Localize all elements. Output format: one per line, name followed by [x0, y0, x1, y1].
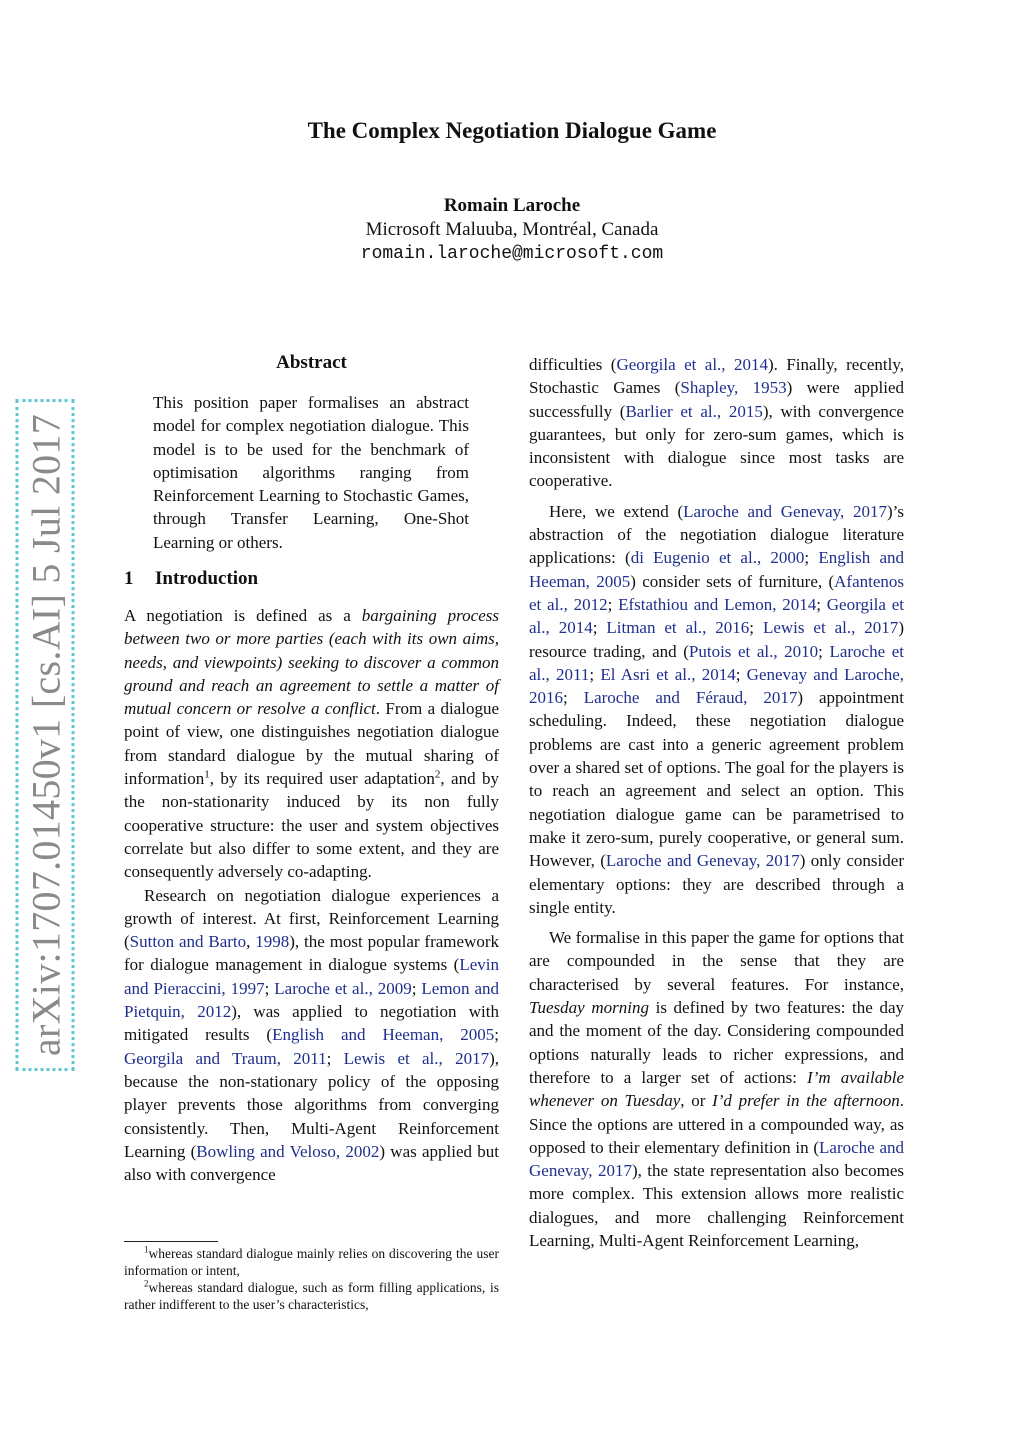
arxiv-stamp [0, 413, 90, 1057]
citation-link[interactable]: El Asri et al., 2014 [600, 664, 736, 684]
citation-link[interactable]: Bowling and Veloso, 2002 [196, 1141, 380, 1161]
left-column [124, 604, 499, 1186]
citation-link[interactable]: Efstathiou and Lemon, 2014 [618, 594, 817, 614]
citation-link[interactable]: Afantenos et al., 2012 [529, 571, 904, 614]
citation-link[interactable]: Levin and Pieraccini, 1997 [124, 955, 499, 998]
author-affiliation: Microsoft Maluuba, Montréal, Canada [365, 219, 659, 240]
citation-link[interactable]: Lemon and Pietquin, 2012 [124, 978, 500, 1022]
citation-link[interactable]: Georgila and Traum, 2011 [124, 1048, 327, 1068]
citation-link[interactable]: Laroche et al., 2009 [274, 978, 412, 998]
citation-link[interactable]: Lewis et al., 2017 [762, 618, 899, 638]
citation-link[interactable]: Barlier et al., 2015 [625, 401, 763, 421]
section-title: Introduction [155, 568, 259, 589]
footnote-2: $^2$whereas standard dialogue, such as form filling applications, is rather indifferent to the user’s characteristics, [124, 1278, 499, 1312]
right-paragraph-2: Here, we extend (Laroche and Genevay, 2017)’s abstraction of the negotiation dialogue literature applications: (di Eugenio et al., 2000; English and Heeman, 2005) consider sets of furniture, (Afantenos et al., 2012; Efstathiou and Lemon, 2014; Georgila et al., 2014; Litman et al., 2016; Lewis et al., 2017) resource trading, and (Putois et al., 2010; Laroche et al., 2011; El Asri et al., 2014; Genevay and Laroche, 2016; Laroche and Féraud, 2017) appointment scheduling. Indeed, these negotiation dialogue problems are cast into a generic agreement problem over a shared set of options. The goal for the players is to reach an agreement and select an option. This negotiation dialogue game can be parametrised to make it zero-sum, purely cooperative, or general sum. However, (Laroche and Genevay, 2017) only consider elementary options: they are described through a single entity. [529, 501, 905, 917]
citation-link[interactable]: Litman et al., 2016 [606, 618, 750, 638]
right-paragraph-1: difficulties (Georgila et al., 2014). Finally, recently, Stochastic Games (Shapley, 1953) were applied successfully (Barlier et al., 2015), with convergence guarantees, but only for zero-sum games, which is inconsistent with dialogue since most tasks are cooperative. [529, 355, 905, 491]
intro-paragraph-2: Research on negotiation dialogue experiences a growth of interest. At first, Reinforcement Learning (Sutton and Barto, 1998), the most popular framework for dialogue management in dialogue systems (Levin and Pieraccini, 1997; Laroche et al., 2009; Lemon and Pietquin, 2012), was applied to negotiation with mitigated results (English and Heeman, 2005; Georgila and Traum, 2011; Lewis et al., 2017), because the non-stationary policy of the opposing player prevents those algorithms from converging consistently. Then, Multi-Agent Reinforcement Learning (Bowling and Veloso, 2002) was applied but also with convergence [124, 885, 500, 1185]
citation-link[interactable]: di Eugenio et al., 2000 [630, 548, 805, 568]
citation-link[interactable]: Georgila et al., 2014 [616, 355, 768, 374]
citation-link[interactable]: Putois et al., 2010 [688, 641, 819, 661]
section-heading-introduction [124, 568, 258, 590]
citation-link[interactable]: Lewis et al., 2017 [343, 1048, 490, 1068]
citation-link[interactable]: Laroche and Féraud, 2017 [583, 688, 798, 708]
right-paragraph-3: We formalise in this paper the game for options that are compounded in the sense that they are characterised by several features. For instance, Tuesday morning is defined by two features: the day and the moment of the day. Considering compounded options naturally leads to richer expressions, and therefore to a larger set of actions: I’m available whenever on Tuesday, or I’d prefer in the afternoon. Since the options are uttered in a compounded way, as opposed to their elementary definition in (Laroche and Genevay, 2017), the state representation also becomes more complex. This extension allows more realistic dialogues, and more challenging Reinforcement Learning, Multi-Agent Reinforcement Learning, [529, 928, 905, 1250]
citation-link[interactable]: Sutton and Barto [129, 932, 247, 952]
abstract-text: This position paper formalises an abstract model for complex negotiation dialogue. This model is to be used for the benchmark of optimisation algorithms ranging from Reinforcement Learning to Stochastic Games, through Transfer Learning, One-Shot Learning or others. [153, 393, 469, 552]
right-column [529, 353, 904, 1252]
citation-link[interactable]: Laroche and Genevay, 2017 [529, 1137, 904, 1181]
arxiv-identifier[interactable]: arXiv:1707.01450v1 [cs.AI] 5 Jul 2017 [21, 404, 70, 1066]
footnote-ref-1[interactable]: 1 [204, 768, 210, 781]
footnote-ref-2[interactable]: 2 [434, 768, 441, 781]
section-number: 1 [124, 568, 134, 589]
paper-title: The Complex Negotiation Dialogue Game [307, 118, 717, 143]
footnote-1: $^1$whereas standard dialogue mainly relies on discovering the user information or intent, [124, 1244, 499, 1278]
citation-link[interactable]: Laroche et al., 2011 [529, 641, 904, 684]
citation-link[interactable]: Genevay and Laroche, 2016 [529, 664, 905, 708]
footnote-mark: 2 [144, 1278, 149, 1289]
citation-link[interactable]: English and Heeman, 2005 [529, 548, 904, 591]
citation-link[interactable]: Laroche and Genevay, 2017 [683, 501, 887, 521]
citation-link[interactable]: 1998 [255, 932, 290, 952]
footnote-mark: 1 [144, 1244, 149, 1255]
intro-paragraph-1: A negotiation is defined as a bargaining process between two or more parties (each with its own aims, needs, and viewpoints) seeking to discover a common ground and reach an agreement to settle a matter of mutual concern or resolve a conflict. From a dialogue point of view, one distinguishes negotiation dialogue from standard dialogue by the mutual sharing of information$^1$, by its required user adaptation$^2$, and by the non-stationarity induced by its non fully cooperative structure: the user and system objectives correlate but also differ to some extent, and they are consequently adversely co-adapting. [124, 606, 500, 882]
footnote-divider [124, 1241, 218, 1242]
abstract-heading: Abstract [276, 352, 347, 373]
author-block [0, 194, 1024, 266]
negotiation-definition: bargaining process between two or more parties (each with its own aims, needs, and viewpoints) seeking to discover a common ground and reach an agreement to settle a matter of mutual concern or resolve a conflict [124, 606, 499, 719]
author-name: Romain Laroche [443, 195, 581, 216]
citation-link[interactable]: Georgila et al., 2014 [529, 594, 904, 638]
footnotes [124, 1245, 499, 1313]
citation-link[interactable]: English and Heeman, 2005 [272, 1025, 495, 1045]
citation-link[interactable]: Laroche and Genevay, 2017 [605, 851, 800, 871]
author-email[interactable]: romain.laroche@microsoft.com [360, 244, 664, 264]
citation-link[interactable]: Shapley, 1953 [680, 378, 787, 398]
